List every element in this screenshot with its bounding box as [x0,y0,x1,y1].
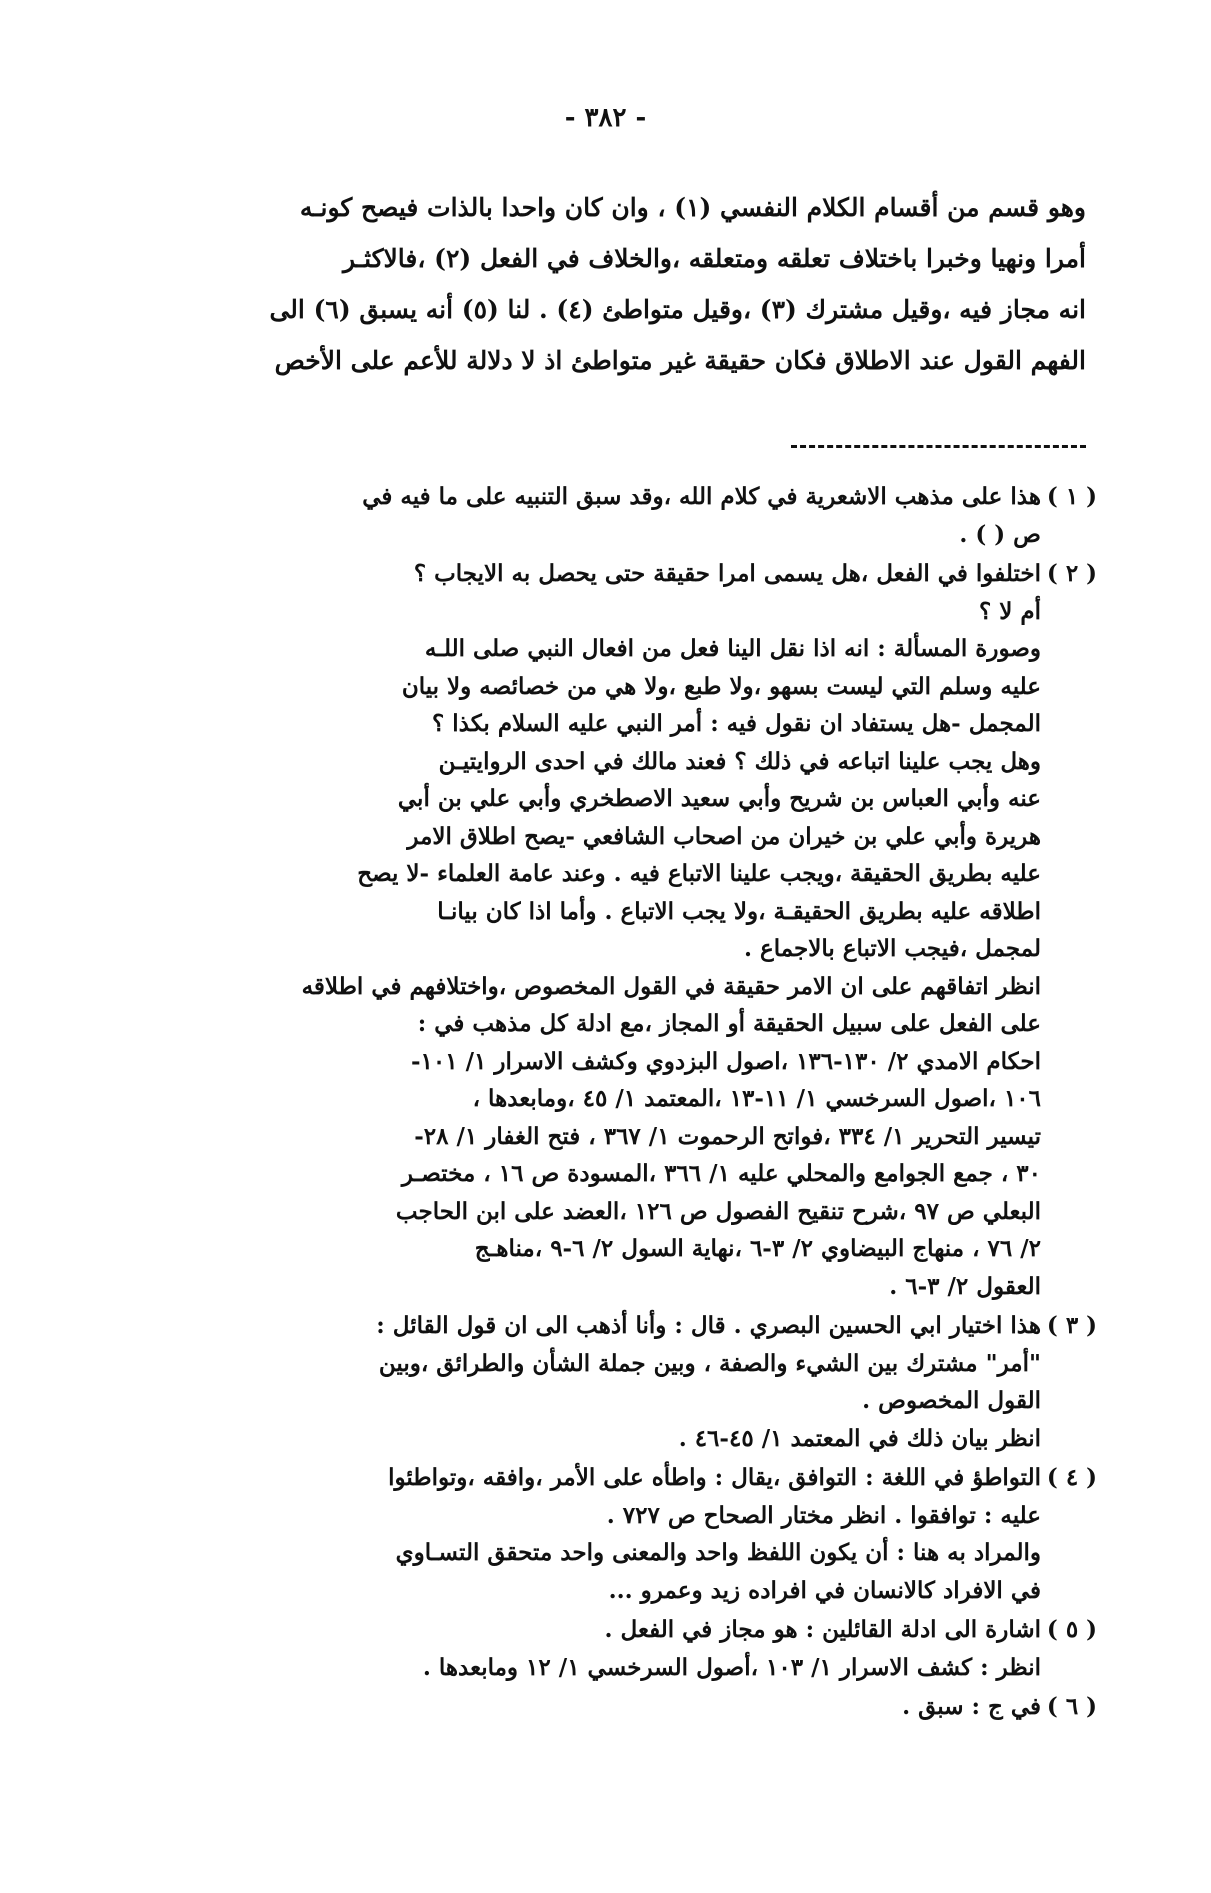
footnote-line: هذا اختيار ابي الحسين البصري . قال : وأنا أذهب الى ان قول القائل : [376,1312,1041,1339]
footnote-line: وهل يجب علينا اتباعه في ذلك ؟ فعند مالك في احدى الروايتيـن [438,747,1041,775]
footnote-1 [143,478,1103,553]
footnote-line: العقول ٢/ ٣-٦ . [889,1272,1041,1300]
footnote-line: المجمل -هل يستفاد ان نقول فيه : أمر النبي عليه السلام بكذا ؟ [432,710,1041,737]
footnote-line: ص ( ) . [959,520,1041,548]
footnote-line: تيسير التحرير ١/ ٣٣٤ ،فواتح الرحموت ١/ ٣٦٧ ، فتح الغفار ١/ ٢٨- [414,1122,1041,1150]
footnote-separator [791,445,1086,448]
footnote-number: ( ٥ ) [1046,1616,1098,1643]
footnote-number: ( ٤ ) [1046,1464,1098,1491]
footnote-5 [143,1611,1103,1686]
footnote-line: هريرة وأبي علي بن خيران من اصحاب الشافعي -يصح اطلاق الامر [407,822,1041,850]
footnote-line: ٣٠ ، جمع الجوامع والمحلي عليه ١/ ٣٦٦ ،المسودة ص ١٦ ، مختصـر [401,1160,1041,1187]
footnote-6 [143,1688,1103,1726]
footnote-line: والمراد به هنا : أن يكون اللفظ واحد والمعنى واحد متحقق التسـاوي [395,1539,1041,1566]
footnote-line: لمجمل ،فيجب الاتباع بالاجماع . [743,935,1041,962]
main-text-line: انه مجاز فيه ،وقيل مشترك (٣) ،وقيل متواطئ (٤) . لنا (٥) أنه يسبق (٦) الى [269,295,1086,324]
footnote-line: احكام الامدي ٢/ ١٣٠-١٣٦ ،اصول البزدوي وكشف الاسرار ١/ ١٠١- [410,1047,1041,1075]
footnote-line: البعلي ص ٩٧ ،شرح تنقيح الفصول ص ١٢٦ ،العضد على ابن الحاجب [395,1197,1041,1225]
footnote-line: انظر : كشف الاسرار ١/ ١٠٣ ،أصول السرخسي ١/ ١٢ ومابعدها . [422,1653,1041,1681]
footnote-line: "أمر" مشترك بين الشيء والصفة ، وبين جملة الشأن والطرائق ،وبين [378,1349,1041,1377]
footnote-line: عنه وأبي العباس بن شريح وأبي سعيد الاصطخري وأبي علي بن أبي [397,785,1041,812]
footnote-line: التواطؤ في اللغة : التوافق ،يقال : واطأه على الأمر ،وافقه ،وتواطئوا [388,1464,1041,1491]
footnote-line: أم لا ؟ [979,597,1041,625]
footnote-body [143,1307,1041,1457]
footnote-2 [143,555,1103,1305]
footnote-body [143,1688,1041,1726]
footnote-line: هذا على مذهب الاشعرية في كلام الله ،وقد سبق التنبيه على ما فيه في [362,483,1041,510]
footnote-line: القول المخصوص . [862,1387,1041,1414]
footnote-body [143,1611,1041,1686]
footnote-line: اختلفوا في الفعل ،هل يسمى امرا حقيقة حتى يحصل به الايجاب ؟ [413,560,1041,587]
footnote-4 [143,1459,1103,1609]
footnote-number: ( ١ ) [1046,483,1098,510]
footnote-line: ٢/ ٧٦ ، منهاج البيضاوي ٢/ ٣-٦ ،نهاية السول ٢/ ٦-٩ ،مناهـج [474,1235,1041,1262]
footnote-number: ( ٣ ) [1046,1312,1098,1339]
footnote-line: ١٠٦ ،اصول السرخسي ١/ ١١-١٣ ،المعتمد ١/ ٤٥ ،ومابعدها ، [472,1085,1041,1112]
footnote-line: انظر بيان ذلك في المعتمد ١/ ٤٥-٤٦ . [678,1424,1041,1452]
footnote-body [143,1459,1041,1609]
page-number: - ٣٨٢ - [564,103,647,133]
footnote-line: انظر اتفاقهم على ان الامر حقيقة في القول المخصوص ،واختلافهم في اطلاقه [301,972,1041,1000]
main-text-line: وهو قسم من أقسام الكلام النفسي (١) ، وان كان واحدا بالذات فيصح كونـه [299,193,1086,222]
footnote-line: وصورة المسألة : انه اذا نقل الينا فعل من افعال النبي صلى اللـه [424,635,1041,662]
footnote-line: عليه : توافقوا . انظر مختار الصحاح ص ٧٢٧ . [606,1501,1041,1529]
footnote-line: على الفعل على سبيل الحقيقة أو المجاز ،مع ادلة كل مذهب في : [417,1010,1041,1037]
main-text [181,182,1086,386]
footnote-body [143,555,1041,1305]
footnote-line: عليه بطريق الحقيقة ،ويجب علينا الاتباع فيه . وعند عامة العلماء -لا يصح [357,860,1041,887]
footnotes [143,478,1103,1728]
footnote-line: في الافراد كالانسان في افراده زيد وعمرو ... [608,1576,1041,1604]
footnote-line: في ج : سبق . [902,1693,1041,1720]
footnote-line: اشارة الى ادلة القائلين : هو مجاز في الفعل . [604,1616,1041,1643]
main-text-line: الفهم القول عند الاطلاق فكان حقيقة غير متواطئ اذ لا دلالة للأعم على الأخص [274,346,1086,375]
footnote-body [143,478,1041,553]
footnote-line: عليه وسلم التي ليست بسهو ،ولا طبع ،ولا هي من خصائصه ولا بيان [401,672,1041,700]
footnote-3 [143,1307,1103,1457]
footnote-number: ( ٢ ) [1046,560,1098,587]
footnote-line: اطلاقه عليه بطريق الحقيقـة ،ولا يجب الاتباع . وأما اذا كان بيانـا [437,897,1041,925]
main-text-line: أمرا ونهيا وخبرا باختلاف تعلقه ومتعلقه ،والخلاف في الفعل (٢) ،فالاكثـر [342,244,1086,273]
footnote-number: ( ٦ ) [1046,1693,1098,1720]
